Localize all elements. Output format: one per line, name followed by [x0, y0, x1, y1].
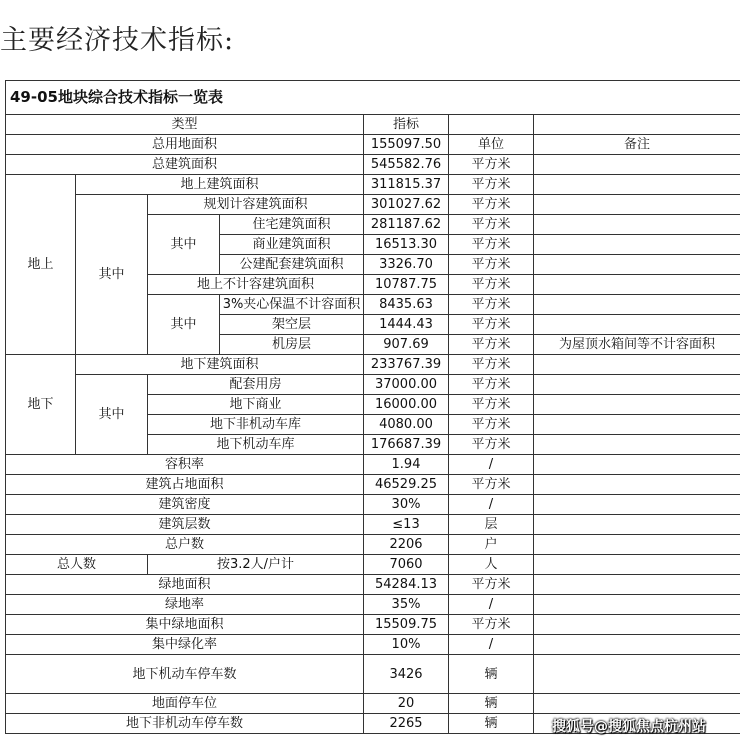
- row-value: 311815.37: [364, 175, 449, 195]
- table-row: [6, 694, 740, 714]
- row-note: [534, 694, 740, 714]
- row-value: 907.69: [364, 335, 449, 355]
- table-row: [6, 655, 740, 694]
- table-row: [6, 515, 740, 535]
- row-value: 20: [364, 694, 449, 714]
- row-note: [534, 555, 740, 575]
- row-unit: 辆: [449, 714, 534, 734]
- row-label: 按3.2人/户计: [148, 555, 364, 575]
- row-label: 地下商业: [148, 395, 364, 415]
- row-unit: /: [449, 455, 534, 475]
- row-unit: 层: [449, 515, 534, 535]
- table-row: [6, 135, 740, 155]
- row-note: [534, 575, 740, 595]
- table-row: [6, 495, 740, 515]
- subgroup-above: 其中: [76, 195, 148, 355]
- header-value: 指标: [364, 115, 449, 135]
- row-note: [534, 435, 740, 455]
- row-note: [534, 195, 740, 215]
- row-label: 配套用房: [148, 375, 364, 395]
- row-unit: 户: [449, 535, 534, 555]
- row-label: 地下非机动车库: [148, 415, 364, 435]
- row-label: 总建筑面积: [6, 155, 364, 175]
- row-value: 8435.63: [364, 295, 449, 315]
- subgroup-uncounted: 其中: [148, 295, 220, 355]
- row-value: 2265: [364, 714, 449, 734]
- row-unit: 平方米: [449, 315, 534, 335]
- table-row: [6, 155, 740, 175]
- row-unit: 平方米: [449, 395, 534, 415]
- row-note: 为屋顶水箱间等不计容面积: [534, 335, 740, 355]
- table-row: [6, 635, 740, 655]
- header-note-empty: [534, 115, 740, 135]
- row-note: [534, 255, 740, 275]
- row-note: [534, 175, 740, 195]
- row-note: [534, 655, 740, 694]
- row-label: 规划计容建筑面积: [148, 195, 364, 215]
- row-label: 地下非机动车停车数: [6, 714, 364, 734]
- row-note: [534, 215, 740, 235]
- row-label: 架空层: [220, 315, 364, 335]
- row-note: [534, 315, 740, 335]
- row-note: [534, 595, 740, 615]
- row-label: 集中绿化率: [6, 635, 364, 655]
- row-note: [534, 475, 740, 495]
- row-value: 30%: [364, 495, 449, 515]
- row-unit: /: [449, 635, 534, 655]
- row-unit: 平方米: [449, 215, 534, 235]
- row-unit: 平方米: [449, 415, 534, 435]
- row-note: [534, 395, 740, 415]
- subgroup-below: 其中: [76, 375, 148, 455]
- row-note: [534, 415, 740, 435]
- header-note: 备注: [534, 135, 740, 155]
- row-unit: 平方米: [449, 255, 534, 275]
- row-unit: 平方米: [449, 175, 534, 195]
- row-label: 建筑密度: [6, 495, 364, 515]
- row-value: 233767.39: [364, 355, 449, 375]
- row-value: 3326.70: [364, 255, 449, 275]
- subgroup-counted: 其中: [148, 215, 220, 275]
- header-unit: 单位: [449, 135, 534, 155]
- row-unit: 平方米: [449, 475, 534, 495]
- row-value: 281187.62: [364, 215, 449, 235]
- row-value: 10%: [364, 635, 449, 655]
- row-value: 155097.50: [364, 135, 449, 155]
- row-note: [534, 455, 740, 475]
- row-value: 545582.76: [364, 155, 449, 175]
- row-label: 地下机动车停车数: [6, 655, 364, 694]
- row-note: [534, 495, 740, 515]
- group-below: 地下: [6, 355, 76, 455]
- row-value: 3426: [364, 655, 449, 694]
- table-row: [6, 535, 740, 555]
- table-row: [6, 455, 740, 475]
- row-value: 15509.75: [364, 615, 449, 635]
- table-row: [6, 175, 740, 195]
- row-label: 地下建筑面积: [76, 355, 364, 375]
- table-title: 49-05地块综合技术指标一览表: [6, 81, 740, 115]
- row-note: [534, 155, 740, 175]
- row-label: 总用地面积: [6, 135, 364, 155]
- row-note: [534, 355, 740, 375]
- row-unit: 平方米: [449, 235, 534, 255]
- row-value: 46529.25: [364, 475, 449, 495]
- row-label: 公建配套建筑面积: [220, 255, 364, 275]
- row-note: [534, 535, 740, 555]
- table-row: [6, 555, 740, 575]
- row-value: 1.94: [364, 455, 449, 475]
- row-unit: 人: [449, 555, 534, 575]
- header-type: 类型: [6, 115, 364, 135]
- row-note: [534, 275, 740, 295]
- row-unit: 辆: [449, 655, 534, 694]
- row-label: 地上不计容建筑面积: [148, 275, 364, 295]
- page-heading: 主要经济技术指标:: [0, 25, 235, 56]
- row-label: 建筑层数: [6, 515, 364, 535]
- table-row: [6, 475, 740, 495]
- row-label: 地上建筑面积: [76, 175, 364, 195]
- header-unit-empty: [449, 115, 534, 135]
- row-unit: /: [449, 595, 534, 615]
- table-row: [6, 595, 740, 615]
- row-value: 1444.43: [364, 315, 449, 335]
- population-label: 总人数: [6, 555, 148, 575]
- row-value: 176687.39: [364, 435, 449, 455]
- row-unit: 平方米: [449, 375, 534, 395]
- row-label: 容积率: [6, 455, 364, 475]
- row-value: 7060: [364, 555, 449, 575]
- row-note: [534, 375, 740, 395]
- row-label: 机房层: [220, 335, 364, 355]
- row-note: [534, 615, 740, 635]
- row-note: [534, 635, 740, 655]
- row-value: 2206: [364, 535, 449, 555]
- row-value: ≤13: [364, 515, 449, 535]
- watermark: 搜狐号@搜狐焦点杭州站: [552, 719, 706, 735]
- row-unit: 平方米: [449, 195, 534, 215]
- table-row: [6, 355, 740, 375]
- row-unit: /: [449, 495, 534, 515]
- row-unit: 平方米: [449, 275, 534, 295]
- row-value: 37000.00: [364, 375, 449, 395]
- row-label: 集中绿地面积: [6, 615, 364, 635]
- header-row: [6, 115, 740, 135]
- row-unit: 平方米: [449, 575, 534, 595]
- table-row: [6, 615, 740, 635]
- row-unit: 平方米: [449, 615, 534, 635]
- table-row: [6, 575, 740, 595]
- row-unit: 平方米: [449, 355, 534, 375]
- row-label: 3%夹心保温不计容面积: [220, 295, 364, 315]
- row-label: 建筑占地面积: [6, 475, 364, 495]
- row-label: 地下机动车库: [148, 435, 364, 455]
- row-unit: 平方米: [449, 295, 534, 315]
- row-value: 301027.62: [364, 195, 449, 215]
- row-unit: 平方米: [449, 155, 534, 175]
- table-row: [6, 195, 740, 215]
- row-unit: 辆: [449, 694, 534, 714]
- row-label: 住宅建筑面积: [220, 215, 364, 235]
- row-unit: 平方米: [449, 335, 534, 355]
- row-value: 4080.00: [364, 415, 449, 435]
- row-note: [534, 295, 740, 315]
- row-value: 16513.30: [364, 235, 449, 255]
- row-label: 绿地率: [6, 595, 364, 615]
- row-label: 商业建筑面积: [220, 235, 364, 255]
- row-note: [534, 235, 740, 255]
- group-above: 地上: [6, 175, 76, 355]
- row-unit: 平方米: [449, 435, 534, 455]
- row-note: [534, 515, 740, 535]
- row-value: 54284.13: [364, 575, 449, 595]
- indicator-table: [5, 80, 740, 734]
- row-value: 35%: [364, 595, 449, 615]
- row-label: 地面停车位: [6, 694, 364, 714]
- row-label: 总户数: [6, 535, 364, 555]
- row-value: 10787.75: [364, 275, 449, 295]
- row-value: 16000.00: [364, 395, 449, 415]
- table-row: [6, 375, 740, 395]
- table-title-row: [6, 81, 740, 115]
- row-label: 绿地面积: [6, 575, 364, 595]
